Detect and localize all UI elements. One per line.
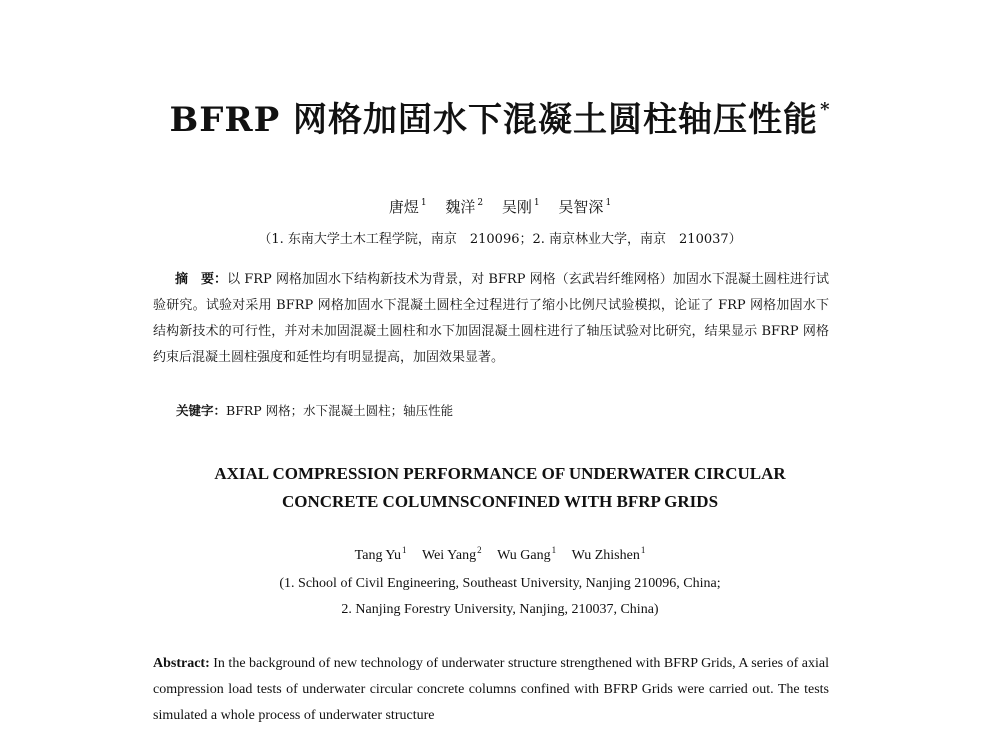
paper-title-en-line: AXIAL COMPRESSION PERFORMANCE OF UNDERWATER CIRCULAR <box>214 464 786 483</box>
author-en <box>571 545 646 563</box>
author-cn-affil-mark: 1 <box>605 198 612 208</box>
author-en-affil-mark: 2 <box>477 545 482 555</box>
abstract-en-text: In the background of new technology of underwater structure strengthened with BFRP Grids, A series of axial compression load tests of underwater circular concrete columns confined with BFRP Grids were carried out. The tests simulated a whole process of underwater structure <box>153 656 829 723</box>
author-en <box>354 545 407 563</box>
abstract-cn-label: 摘 要： <box>175 272 228 287</box>
abstract-cn-text: 以 FRP 网格加固水下结构新技术为背景，对 BFRP 网格（玄武岩纤维网格）加固水下混凝土圆柱进行试验研究。试验对采用 BFRP 网格加固水下混凝土圆柱全过程进行了缩小比例尺试验模拟，论证了 FRP 网格加固水下结构新技术的可行性，并对未加固混凝土圆柱和水下加固混凝土圆柱进行了轴压试验对比研究，结果显示 BFRP 网格约束后混凝土圆柱强度和延性均有明显提高，加固效果显著。 <box>153 272 829 365</box>
author-cn <box>445 198 483 216</box>
author-cn <box>502 198 540 216</box>
abstract-en-label: Abstract: <box>153 656 210 671</box>
author-cn-affil-mark: 2 <box>477 198 484 208</box>
author-en-name: Wu Gang <box>497 548 551 563</box>
keywords-cn-label: 关键字： <box>176 403 227 418</box>
author-cn-affil-mark: 1 <box>533 198 540 208</box>
title-footnote-marker: * <box>820 99 831 120</box>
affiliation-en-line: (1. School of Civil Engineering, Southeast University, Nanjing 210096, China; <box>279 576 721 591</box>
affiliation-en-line: 2. Nanjing Forestry University, Nanjing, 210037, China) <box>341 602 659 617</box>
author-en <box>497 545 557 563</box>
author-en-affil-mark: 1 <box>640 545 646 555</box>
author-cn-name: 吴智深 <box>558 198 604 216</box>
author-en-affil-mark: 1 <box>401 545 407 555</box>
author-cn <box>558 198 611 216</box>
keywords-cn <box>176 401 453 419</box>
author-en-name: Tang Yu <box>354 548 401 563</box>
author-cn-name: 魏洋 <box>445 198 476 216</box>
paper-title-en-line: CONCRETE COLUMNSCONFINED WITH BFRP GRIDS <box>281 492 719 511</box>
abstract-cn <box>153 267 829 371</box>
author-cn-name: 吴刚 <box>501 198 532 216</box>
author-en-name: Wu Zhishen <box>571 548 640 563</box>
author-en <box>421 545 482 563</box>
author-en-name: Wei Yang <box>421 548 477 563</box>
author-cn-name: 唐煜 <box>388 198 419 216</box>
abstract-en <box>153 651 829 729</box>
authors-en <box>0 545 1000 564</box>
affiliation-en <box>0 571 1000 623</box>
author-cn <box>389 198 427 216</box>
authors-cn <box>0 196 1000 217</box>
paper-title-cn-text: BFRP 网格加固水下混凝土圆柱轴压性能 <box>169 100 819 140</box>
keywords-cn-text: BFRP 网格；水下混凝土圆柱；轴压性能 <box>226 403 454 418</box>
paper-title-cn <box>0 92 1000 141</box>
author-cn-affil-mark: 1 <box>420 198 427 208</box>
author-en-affil-mark: 1 <box>551 545 557 555</box>
affiliation-cn: （1. 东南大学土木工程学院，南京 210096；2. 南京林业大学，南京 210037） <box>258 232 742 247</box>
paper-title-en <box>0 460 1000 516</box>
